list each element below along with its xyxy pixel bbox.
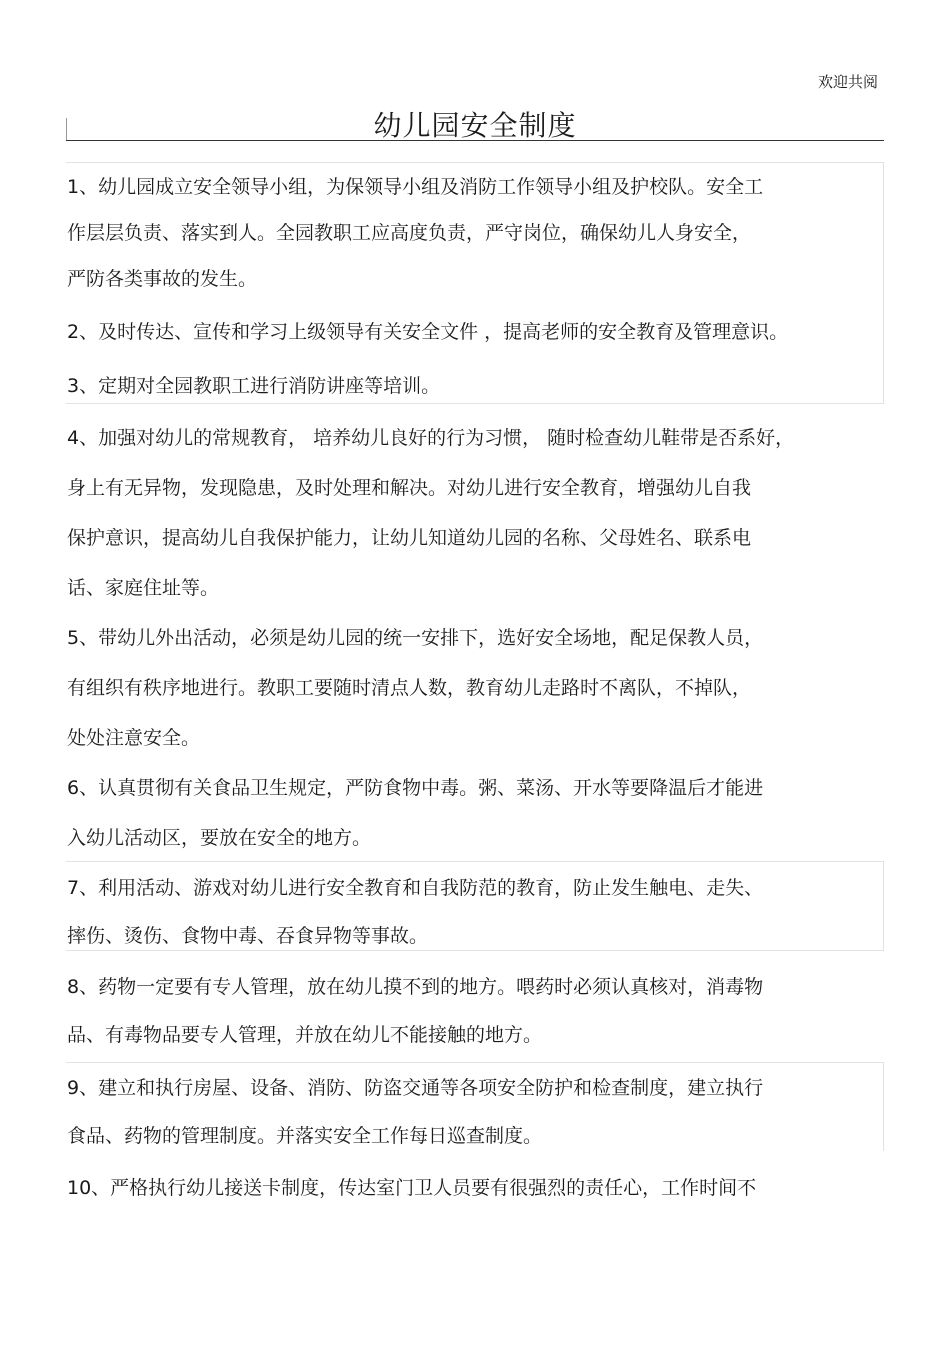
paragraph-line: 严防各类事故的发生。 bbox=[67, 268, 258, 290]
header-note: 欢迎共阅 bbox=[817, 73, 878, 91]
paragraph-8 bbox=[67, 974, 877, 1070]
paragraph-line: 7、利用活动、游戏对幼儿进行安全教育和自我防范的教育，防止发生触电、走失、 bbox=[67, 877, 764, 899]
paragraph-3 bbox=[67, 373, 877, 419]
paragraph-6 bbox=[67, 775, 877, 875]
paragraph-line: 入幼儿活动区，要放在安全的地方。 bbox=[67, 827, 372, 849]
page-title: 幼儿园安全制度 bbox=[373, 109, 577, 142]
paragraph-10 bbox=[67, 1175, 877, 1223]
paragraph-line: 6、认真贯彻有关食品卫生规定，严防食物中毒。粥、菜汤、开水等要降温后才能进 bbox=[67, 777, 764, 799]
paragraph-line: 2、及时传达、宣传和学习上级领导有关安全文件 ，提高老师的安全教育及管理意识。 bbox=[67, 321, 789, 343]
paragraph-line: 话、家庭住址等。 bbox=[67, 577, 220, 599]
paragraph-line: 作层层负责、落实到人。全园教职工应高度负责，严守岗位，确保幼儿人身安全， bbox=[67, 222, 752, 244]
paragraph-line: 10、严格执行幼儿接送卡制度，传达室门卫人员要有很强烈的责任心，工作时间不 bbox=[67, 1177, 757, 1199]
paragraph-line: 4、加强对幼儿的常规教育， 培养幼儿良好的行为习惯， 随时检查幼儿鞋带是否系好， bbox=[67, 427, 795, 449]
paragraph-line: 1、幼儿园成立安全领导小组，为保领导小组及消防工作领导小组及护校队。安全工 bbox=[67, 176, 764, 198]
paragraph-5 bbox=[67, 625, 877, 775]
paragraph-1 bbox=[67, 174, 877, 312]
paragraph-line: 保护意识，提高幼儿自我保护能力，让幼儿知道幼儿园的名称、父母姓名、联系电 bbox=[67, 527, 752, 549]
paragraph-2 bbox=[67, 319, 877, 365]
paragraph-line: 9、建立和执行房屋、设备、消防、防盗交通等各项安全防护和检查制度，建立执行 bbox=[67, 1077, 764, 1099]
paragraph-4 bbox=[67, 425, 877, 625]
paragraph-9 bbox=[67, 1075, 877, 1171]
paragraph-line: 5、带幼儿外出活动，必须是幼儿园的统一安排下，选好安全场地，配足保教人员， bbox=[67, 627, 764, 649]
paragraph-line: 3、定期对全园教职工进行消防讲座等培训。 bbox=[67, 375, 441, 397]
paragraph-line: 食品、药物的管理制度。并落实安全工作每日巡查制度。 bbox=[67, 1125, 543, 1147]
paragraph-line: 摔伤、烫伤、食物中毒、吞食异物等事故。 bbox=[67, 925, 429, 947]
paragraph-line: 身上有无异物，发现隐患，及时处理和解决。对幼儿进行安全教育，增强幼儿自我 bbox=[67, 477, 752, 499]
paragraph-line: 品、有毒物品要专人管理，并放在幼儿不能接触的地方。 bbox=[67, 1024, 543, 1046]
paragraph-line: 8、药物一定要有专人管理，放在幼儿摸不到的地方。喂药时必须认真核对，消毒物 bbox=[67, 976, 764, 998]
paragraph-line: 处处注意安全。 bbox=[67, 727, 201, 749]
paragraph-line: 有组织有秩序地进行。教职工要随时清点人数，教育幼儿走路时不离队，不掉队， bbox=[67, 677, 752, 699]
paragraph-7 bbox=[67, 875, 877, 971]
title-underline bbox=[66, 140, 884, 141]
